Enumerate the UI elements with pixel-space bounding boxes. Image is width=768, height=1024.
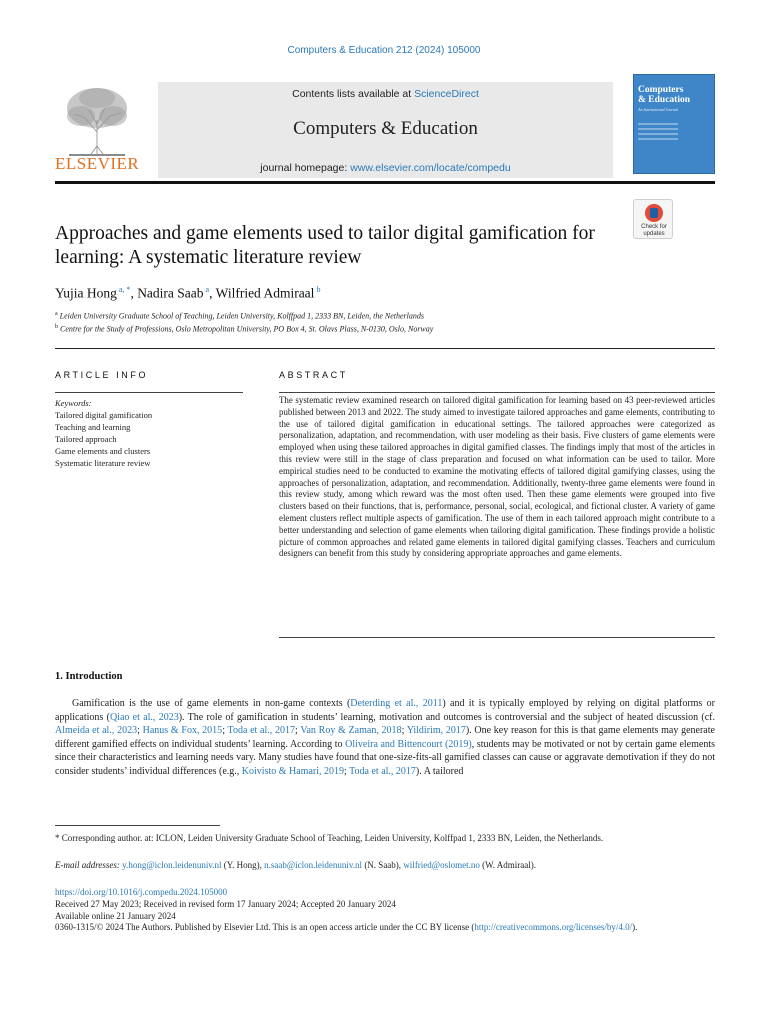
- email-owner: (Y. Hong),: [221, 860, 265, 870]
- journal-homepage-line: [158, 162, 613, 174]
- check-for-updates-button[interactable]: [633, 199, 673, 239]
- affiliation-text: Centre for the Study of Professions, Oslo Metropolitan University, PO Box 4, St. Olavs Plass, N-0130, Oslo, Norway: [60, 324, 434, 334]
- citation-link[interactable]: Deterding et al., 2011: [350, 698, 443, 709]
- author-name[interactable]: Yujia Hong: [55, 285, 117, 301]
- crossmark-icon: [645, 204, 663, 222]
- email-addresses-footnote: [55, 859, 715, 871]
- abstract-rule: [279, 392, 715, 393]
- author-separator: ,: [130, 285, 138, 301]
- publication-info: [55, 887, 715, 934]
- cover-title-text: Computers & Education: [638, 85, 690, 105]
- body-text: ;: [295, 725, 301, 737]
- keyword-item: Teaching and learning: [55, 422, 131, 432]
- keywords-label: Keywords:: [55, 398, 92, 408]
- email-link[interactable]: y.hong@iclon.leidenuniv.nl: [122, 860, 222, 870]
- cover-decoration: [638, 123, 678, 143]
- email-label: E-mail addresses:: [55, 860, 123, 870]
- citation-link[interactable]: Van Roy & Zaman, 2018: [300, 725, 402, 737]
- email-owner: (N. Saab),: [362, 860, 404, 870]
- author-name[interactable]: Nadira Saab: [137, 285, 204, 301]
- keyword-item: Tailored approach: [55, 434, 117, 444]
- body-text: ;: [344, 765, 350, 777]
- cover-title: [638, 85, 690, 105]
- license-statement: [55, 922, 715, 934]
- contents-lists-line: [158, 88, 613, 100]
- journal-cover-thumbnail[interactable]: [633, 74, 715, 174]
- elsevier-logo-text: ELSEVIER: [55, 154, 140, 173]
- journal-reference-link[interactable]: Computers & Education 212 (2024) 105000: [287, 45, 481, 56]
- body-text: ;: [401, 725, 407, 737]
- keywords-block: [55, 397, 240, 469]
- header-rule: [55, 348, 715, 349]
- citation-link[interactable]: Hanus & Fox, 2015: [142, 725, 223, 737]
- journal-homepage-link[interactable]: www.elsevier.com/locate/compedu: [350, 162, 511, 174]
- introduction-body: [55, 697, 715, 779]
- author-list: [55, 285, 320, 302]
- footnote-rule: [55, 825, 220, 826]
- cover-subtitle: An International Journal: [638, 107, 678, 112]
- journal-title: Computers & Education: [293, 118, 478, 139]
- body-text: , students may be motivated or not by certain game elements since their characteristics and learning needs vary. Many studies have found that one-size-fits-all gamified classes can cause or aggravate demotivation if they do not consider students’ individual differences (e.g.,: [55, 738, 715, 777]
- abstract-heading: ABSTRACT: [279, 370, 348, 380]
- body-text: ). The role of gamification in students’ learning, motivation and outcomes is controversial and the subject of heated discussion (cf.: [178, 711, 715, 723]
- citation-link[interactable]: Qiao et al., 2023: [109, 711, 179, 723]
- body-text: ). A tailored: [415, 765, 464, 777]
- keyword-item: Systematic literature review: [55, 458, 151, 468]
- email-link[interactable]: wilfried@oslomet.no: [403, 860, 480, 870]
- online-date: Available online 21 January 2024: [55, 910, 176, 921]
- introduction-heading: 1. Introduction: [55, 671, 123, 682]
- citation-link[interactable]: Toda et al., 2017: [227, 725, 296, 737]
- affiliation-b: [55, 324, 433, 334]
- email-owner: (W. Admiraal).: [479, 860, 536, 870]
- journal-masthead: [55, 76, 715, 178]
- cc-license-link[interactable]: http://creativecommons.org/licenses/by/4.0/: [474, 922, 633, 933]
- citation-link[interactable]: Almeida et al., 2023: [55, 725, 138, 737]
- paper-title: Approaches and game elements used to tailor digital gamification for learning: A systematic literature review: [55, 223, 595, 268]
- article-history: Received 27 May 2023; Received in revised form 17 January 2024; Accepted 20 January 2024: [55, 898, 396, 909]
- abstract-end-rule: [279, 637, 715, 638]
- masthead-divider: [55, 181, 715, 184]
- license-end: ).: [632, 922, 638, 933]
- author-separator: ,: [209, 285, 216, 301]
- body-text: ). One key reason for this is that game elements may generate different gamified effects on individual students’ learning. According to: [55, 725, 715, 750]
- homepage-prefix: journal homepage:: [260, 162, 351, 174]
- author-name[interactable]: Wilfried Admiraal: [215, 285, 315, 301]
- citation-link[interactable]: Oliveira and Bittencourt (2019): [345, 738, 472, 750]
- abstract-text: The systematic review examined research on tailored digital gamification for learning based on 43 peer-reviewed articles published between 2013 and 2022. The study aimed to investigate tailored approaches and game elements, contributing to the use of tailored digital gamification in educational settings. The tailored approaches were categorized as personalization, adaptation, and recommendation, with user modeling as their basis. Five clusters of game elements were employed when using these tailored approaches in digital gamified classes. The findings imply that most of the articles in this review were still in the stage of class preparation and focused on what information can be used to tailor. More empirical studies need to be conducted to examine the motivating effects of tailored digital gamifying classes, using the approaches of personalization, adaptation, and recommendation. Additionally, twenty-three game elements were found in this review study, among which reward was the most often used. Then these game elements were grouped into five clusters based on their functions, that is, performance, personal, social, ecological, and fictional cluster. A variety of game element clusters reflect multiple aspects of gamification. The use of them in each tailored approach might contribute to a better understanding and selection of game elements when tailoring digital gamification. These findings provide a holistic picture of common approaches and related game elements in tailored digital gamifying classes. Teachers and curriculum designers can benefit from this study by considering appropriate approaches and game elements.: [279, 395, 715, 559]
- license-text: 0360-1315/© 2024 The Authors. Published by Elsevier Ltd. This is an open access article under the CC BY license (: [55, 922, 475, 933]
- citation-link[interactable]: Yildirim, 2017: [406, 725, 466, 737]
- journal-header-box: [158, 82, 613, 178]
- author-affiliation-mark[interactable]: a: [203, 285, 210, 294]
- contents-prefix: Contents lists available at: [292, 88, 415, 100]
- keyword-item: Game elements and clusters: [55, 446, 151, 456]
- keyword-item: Tailored digital gamification: [55, 410, 153, 420]
- affiliation-a: [55, 311, 424, 321]
- author-affiliation-mark[interactable]: a, *: [116, 285, 131, 294]
- doi-link[interactable]: https://doi.org/10.1016/j.compedu.2024.105000: [55, 887, 228, 897]
- affiliation-mark: a: [55, 311, 58, 317]
- email-link[interactable]: n.saab@iclon.leidenuniv.nl: [264, 860, 363, 870]
- author-affiliation-mark[interactable]: b: [314, 285, 321, 294]
- body-text: ;: [137, 725, 143, 737]
- citation-link[interactable]: Toda et al., 2017: [349, 765, 416, 777]
- sciencedirect-link[interactable]: ScienceDirect: [414, 88, 479, 100]
- affiliation-text: Leiden University Graduate School of Teaching, Leiden University, Kolffpad 1, 2333 BN, Leiden, the Netherlands: [59, 311, 425, 321]
- affiliation-mark: b: [55, 324, 58, 330]
- article-info-rule: [55, 392, 243, 393]
- body-text: ) and it is typically employed by relying on digital platforms or applications (: [55, 698, 715, 723]
- corresponding-author-footnote: * Corresponding author. at: ICLON, Leiden University Graduate School of Teaching, Leiden University, Kolffpad 1, 2333 BN, Leiden, the Netherlands.: [55, 833, 604, 843]
- body-text: ;: [222, 725, 228, 737]
- body-text: Gamification is the use of game elements in non-game contexts (: [72, 698, 351, 709]
- citation-link[interactable]: Koivisto & Hamari, 2019: [241, 765, 345, 777]
- check-for-updates-label: Check for updates: [641, 224, 667, 237]
- article-info-heading: ARTICLE INFO: [55, 370, 149, 380]
